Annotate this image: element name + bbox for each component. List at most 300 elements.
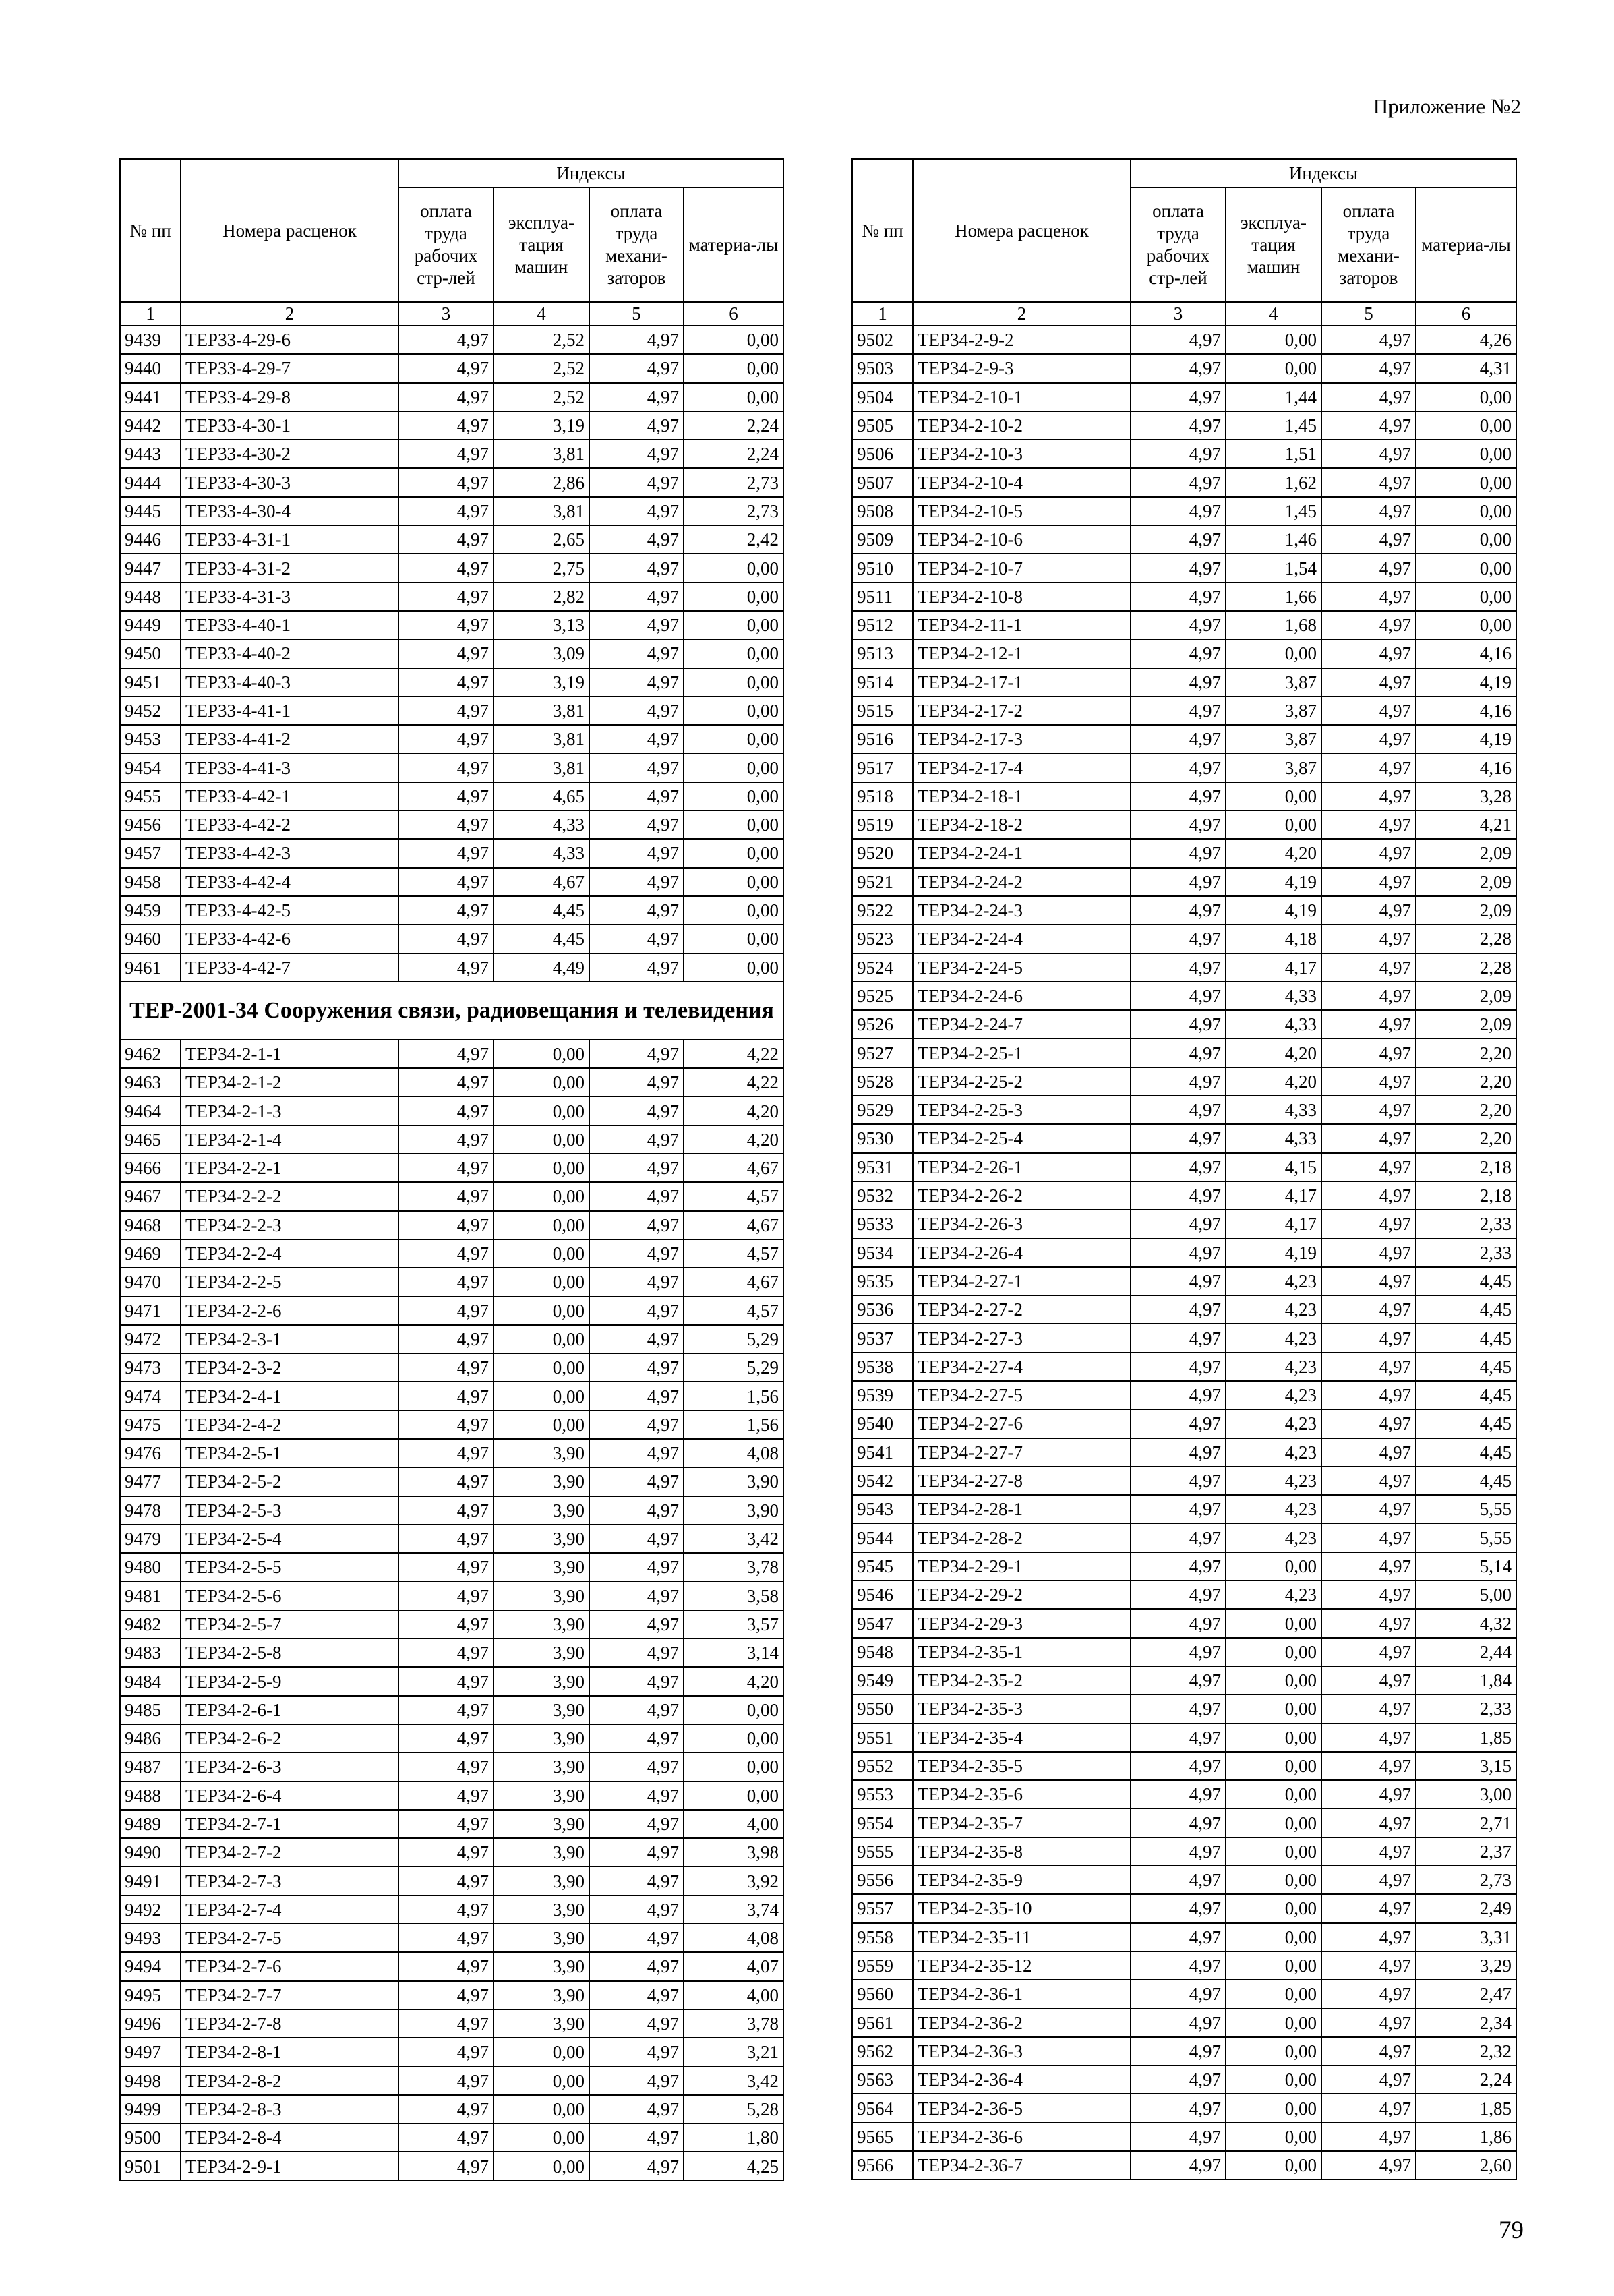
row-number: 9526 xyxy=(852,1010,913,1038)
labor-index: 4,97 xyxy=(1131,468,1226,496)
rate-code: ТЕР34-2-27-3 xyxy=(913,1324,1131,1352)
rate-code: ТЕР34-2-2-6 xyxy=(181,1297,398,1325)
materials-index: 4,20 xyxy=(684,1125,783,1154)
mech-labor-index: 4,97 xyxy=(589,1696,684,1724)
materials-index: 0,00 xyxy=(1416,497,1516,525)
mech-labor-index: 4,97 xyxy=(589,2095,684,2123)
row-number: 9445 xyxy=(120,497,181,525)
mech-labor-index: 4,97 xyxy=(589,525,684,554)
rate-code: ТЕР34-2-10-4 xyxy=(913,468,1131,496)
materials-index: 3,15 xyxy=(1416,1752,1516,1780)
labor-index: 4,97 xyxy=(1131,497,1226,525)
table-row xyxy=(852,1267,1516,1295)
materials-index: 3,42 xyxy=(684,2067,783,2095)
row-number: 9469 xyxy=(120,1239,181,1268)
materials-index: 0,00 xyxy=(684,1724,783,1753)
rate-code: ТЕР34-2-17-3 xyxy=(913,725,1131,753)
table-row xyxy=(120,611,783,639)
labor-index: 4,97 xyxy=(398,497,494,525)
rate-code: ТЕР33-4-30-1 xyxy=(181,411,398,440)
col-mech-labor-header: оплата труда механи-заторов xyxy=(589,187,684,302)
table-row xyxy=(120,2067,783,2095)
row-number: 9512 xyxy=(852,611,913,639)
table-row xyxy=(852,1467,1516,1495)
rate-code: ТЕР33-4-29-8 xyxy=(181,383,398,411)
materials-index: 4,45 xyxy=(1416,1438,1516,1467)
mech-labor-index: 4,97 xyxy=(1321,1038,1416,1067)
rate-code: ТЕР34-2-17-1 xyxy=(913,668,1131,697)
materials-index: 4,16 xyxy=(1416,697,1516,725)
mech-labor-index: 4,97 xyxy=(589,1325,684,1353)
row-number: 9537 xyxy=(852,1324,913,1352)
labor-index: 4,97 xyxy=(1131,2151,1226,2179)
labor-index: 4,97 xyxy=(1131,2123,1226,2151)
materials-index: 2,18 xyxy=(1416,1181,1516,1210)
row-number: 9520 xyxy=(852,839,913,867)
row-number: 9456 xyxy=(120,811,181,839)
rate-code: ТЕР34-2-24-5 xyxy=(913,953,1131,982)
materials-index: 4,22 xyxy=(684,1040,783,1068)
labor-index: 4,97 xyxy=(1131,839,1226,867)
table-row xyxy=(852,1181,1516,1210)
mech-labor-index: 4,97 xyxy=(1321,497,1416,525)
materials-index: 2,33 xyxy=(1416,1210,1516,1238)
row-number: 9489 xyxy=(120,1810,181,1838)
materials-index: 0,00 xyxy=(684,554,783,582)
mech-labor-index: 4,97 xyxy=(589,583,684,611)
row-number: 9561 xyxy=(852,2009,913,2037)
labor-index: 4,97 xyxy=(1131,1124,1226,1152)
table-row xyxy=(120,1981,783,2009)
rate-code: ТЕР34-2-27-2 xyxy=(913,1295,1131,1324)
machines-index: 3,90 xyxy=(494,1782,589,1810)
machines-index: 4,17 xyxy=(1226,1181,1321,1210)
machines-index: 0,00 xyxy=(494,2038,589,2066)
labor-index: 4,97 xyxy=(1131,1438,1226,1467)
materials-index: 0,00 xyxy=(1416,411,1516,440)
row-number: 9524 xyxy=(852,953,913,982)
mech-labor-index: 4,97 xyxy=(1321,753,1416,782)
machines-index: 4,23 xyxy=(1226,1295,1321,1324)
labor-index: 4,97 xyxy=(1131,411,1226,440)
labor-index: 4,97 xyxy=(398,1496,494,1525)
mech-labor-index: 4,97 xyxy=(1321,1695,1416,1723)
rate-code: ТЕР34-2-25-2 xyxy=(913,1067,1131,1096)
materials-index: 3,31 xyxy=(1416,1923,1516,1951)
row-number: 9558 xyxy=(852,1923,913,1951)
row-number: 9543 xyxy=(852,1495,913,1523)
machines-index: 0,00 xyxy=(1226,326,1321,354)
machines-index: 0,00 xyxy=(494,1211,589,1239)
table-row xyxy=(852,411,1516,440)
rate-code: ТЕР34-2-7-5 xyxy=(181,1924,398,1952)
machines-index: 0,00 xyxy=(1226,1837,1321,1866)
materials-index: 2,73 xyxy=(684,468,783,496)
col-number: 6 xyxy=(684,302,783,326)
machines-index: 4,49 xyxy=(494,953,589,982)
table-row xyxy=(852,1096,1516,1124)
materials-index: 4,20 xyxy=(684,1096,783,1125)
machines-index: 3,87 xyxy=(1226,725,1321,753)
row-number: 9540 xyxy=(852,1409,913,1438)
machines-index: 3,90 xyxy=(494,2009,589,2038)
materials-index: 4,57 xyxy=(684,1297,783,1325)
labor-index: 4,97 xyxy=(1131,1353,1226,1381)
rate-code: ТЕР34-2-2-2 xyxy=(181,1182,398,1210)
machines-index: 0,00 xyxy=(494,2152,589,2180)
machines-index: 0,00 xyxy=(494,2067,589,2095)
table-row xyxy=(852,1752,1516,1780)
labor-index: 4,97 xyxy=(1131,1724,1226,1752)
rate-code: ТЕР34-2-10-2 xyxy=(913,411,1131,440)
mech-labor-index: 4,97 xyxy=(589,811,684,839)
rate-code: ТЕР34-2-5-5 xyxy=(181,1553,398,1581)
labor-index: 4,97 xyxy=(398,1667,494,1695)
materials-index: 4,57 xyxy=(684,1182,783,1210)
mech-labor-index: 4,97 xyxy=(1321,583,1416,611)
mech-labor-index: 4,97 xyxy=(1321,2009,1416,2037)
machines-index: 3,19 xyxy=(494,668,589,697)
labor-index: 4,97 xyxy=(1131,1552,1226,1581)
mech-labor-index: 4,97 xyxy=(1321,2065,1416,2094)
table-row xyxy=(120,868,783,896)
row-number: 9534 xyxy=(852,1239,913,1267)
row-number: 9555 xyxy=(852,1837,913,1866)
row-number: 9459 xyxy=(120,896,181,924)
machines-index: 4,45 xyxy=(494,896,589,924)
table-row xyxy=(120,782,783,811)
labor-index: 4,97 xyxy=(1131,1495,1226,1523)
labor-index: 4,97 xyxy=(1131,1523,1226,1552)
mech-labor-index: 4,97 xyxy=(1321,411,1416,440)
mech-labor-index: 4,97 xyxy=(589,1068,684,1096)
rate-code: ТЕР34-2-5-3 xyxy=(181,1496,398,1525)
machines-index: 4,19 xyxy=(1226,868,1321,896)
mech-labor-index: 4,97 xyxy=(1321,924,1416,953)
machines-index: 4,65 xyxy=(494,782,589,811)
labor-index: 4,97 xyxy=(1131,611,1226,639)
materials-index: 3,58 xyxy=(684,1581,783,1610)
mech-labor-index: 4,97 xyxy=(589,440,684,468)
row-number: 9563 xyxy=(852,2065,913,2094)
table-row xyxy=(852,611,1516,639)
materials-index: 2,09 xyxy=(1416,982,1516,1010)
rate-code: ТЕР33-4-31-1 xyxy=(181,525,398,554)
machines-index: 4,23 xyxy=(1226,1438,1321,1467)
rate-code: ТЕР34-2-27-6 xyxy=(913,1409,1131,1438)
rate-code: ТЕР34-2-7-3 xyxy=(181,1866,398,1895)
machines-index: 0,00 xyxy=(1226,2009,1321,2037)
row-number: 9550 xyxy=(852,1695,913,1723)
labor-index: 4,97 xyxy=(398,1639,494,1667)
rate-code: ТЕР34-2-10-7 xyxy=(913,554,1131,582)
table-row xyxy=(120,1096,783,1125)
labor-index: 4,97 xyxy=(1131,326,1226,354)
labor-index: 4,97 xyxy=(1131,1239,1226,1267)
table-row xyxy=(120,725,783,753)
mech-labor-index: 4,97 xyxy=(589,2009,684,2038)
materials-index: 4,20 xyxy=(684,1667,783,1695)
row-number: 9501 xyxy=(120,2152,181,2180)
row-number: 9560 xyxy=(852,1980,913,2008)
mech-labor-index: 4,97 xyxy=(589,326,684,354)
col-number: 4 xyxy=(1226,302,1321,326)
labor-index: 4,97 xyxy=(398,1411,494,1439)
materials-index: 0,00 xyxy=(1416,554,1516,582)
materials-index: 5,28 xyxy=(684,2095,783,2123)
mech-labor-index: 4,97 xyxy=(589,411,684,440)
table-row xyxy=(120,1581,783,1610)
labor-index: 4,97 xyxy=(398,2038,494,2066)
labor-index: 4,97 xyxy=(1131,1980,1226,2008)
left-index-table xyxy=(119,158,784,2181)
rate-code: ТЕР34-2-26-3 xyxy=(913,1210,1131,1238)
row-number: 9535 xyxy=(852,1267,913,1295)
row-number: 9460 xyxy=(120,924,181,953)
materials-index: 4,57 xyxy=(684,1239,783,1268)
mech-labor-index: 4,97 xyxy=(1321,1552,1416,1581)
mech-labor-index: 4,97 xyxy=(1321,440,1416,468)
materials-index: 0,00 xyxy=(1416,440,1516,468)
materials-index: 0,00 xyxy=(684,1696,783,1724)
row-number: 9473 xyxy=(120,1353,181,1382)
table-row xyxy=(120,1467,783,1496)
table-row xyxy=(120,554,783,582)
rate-code: ТЕР34-2-7-4 xyxy=(181,1895,398,1924)
materials-index: 2,42 xyxy=(684,525,783,554)
rate-code: ТЕР34-2-35-11 xyxy=(913,1923,1131,1951)
machines-index: 0,00 xyxy=(494,1325,589,1353)
materials-index: 3,74 xyxy=(684,1895,783,1924)
materials-index: 5,29 xyxy=(684,1353,783,1382)
table-row xyxy=(120,639,783,668)
mech-labor-index: 4,97 xyxy=(589,1810,684,1838)
mech-labor-index: 4,97 xyxy=(589,1553,684,1581)
rate-code: ТЕР33-4-40-3 xyxy=(181,668,398,697)
col-materials-header: материа-лы xyxy=(684,187,783,302)
labor-index: 4,97 xyxy=(398,1581,494,1610)
table-row xyxy=(852,1638,1516,1666)
row-number: 9519 xyxy=(852,811,913,839)
row-number: 9492 xyxy=(120,1895,181,1924)
table-row xyxy=(852,383,1516,411)
machines-index: 0,00 xyxy=(494,1068,589,1096)
labor-index: 4,97 xyxy=(398,1525,494,1553)
materials-index: 4,19 xyxy=(1416,725,1516,753)
mech-labor-index: 4,97 xyxy=(589,2038,684,2066)
materials-index: 2,28 xyxy=(1416,924,1516,953)
rate-code: ТЕР33-4-42-1 xyxy=(181,782,398,811)
table-row xyxy=(852,1866,1516,1894)
rate-code: ТЕР34-2-35-4 xyxy=(913,1724,1131,1752)
machines-index: 4,20 xyxy=(1226,1067,1321,1096)
mech-labor-index: 4,97 xyxy=(589,611,684,639)
rate-code: ТЕР33-4-31-2 xyxy=(181,554,398,582)
machines-index: 3,90 xyxy=(494,1924,589,1952)
materials-index: 0,00 xyxy=(1416,468,1516,496)
materials-index: 0,00 xyxy=(684,697,783,725)
table-row xyxy=(120,1439,783,1467)
machines-index: 4,23 xyxy=(1226,1523,1321,1552)
rate-code: ТЕР34-2-6-4 xyxy=(181,1782,398,1810)
materials-index: 5,55 xyxy=(1416,1495,1516,1523)
materials-index: 0,00 xyxy=(684,583,783,611)
rate-code: ТЕР34-2-2-1 xyxy=(181,1154,398,1182)
machines-index: 1,44 xyxy=(1226,383,1321,411)
row-number: 9532 xyxy=(852,1181,913,1210)
rate-code: ТЕР34-2-2-5 xyxy=(181,1268,398,1296)
row-number: 9463 xyxy=(120,1068,181,1096)
row-number: 9472 xyxy=(120,1325,181,1353)
table-row xyxy=(120,497,783,525)
labor-index: 4,97 xyxy=(1131,1096,1226,1124)
row-number: 9465 xyxy=(120,1125,181,1154)
labor-index: 4,97 xyxy=(1131,1010,1226,1038)
labor-index: 4,97 xyxy=(398,1239,494,1268)
row-number: 9476 xyxy=(120,1439,181,1467)
mech-labor-index: 4,97 xyxy=(589,1581,684,1610)
rate-code: ТЕР34-2-9-3 xyxy=(913,354,1131,382)
labor-index: 4,97 xyxy=(398,1866,494,1895)
materials-index: 2,33 xyxy=(1416,1239,1516,1267)
machines-index: 4,23 xyxy=(1226,1324,1321,1352)
col-labor-header: оплата труда рабочих стр-лей xyxy=(398,187,494,302)
table-row xyxy=(852,1666,1516,1695)
col-codes-header: Номера расценок xyxy=(181,159,398,302)
labor-index: 4,97 xyxy=(398,1382,494,1410)
labor-index: 4,97 xyxy=(398,1610,494,1639)
rate-code: ТЕР33-4-41-2 xyxy=(181,725,398,753)
page-number: 79 xyxy=(1499,2216,1524,2244)
labor-index: 4,97 xyxy=(1131,354,1226,382)
rate-code: ТЕР34-2-8-2 xyxy=(181,2067,398,2095)
labor-index: 4,97 xyxy=(398,753,494,782)
materials-index: 0,00 xyxy=(684,953,783,982)
col-number: 2 xyxy=(913,302,1131,326)
row-number: 9466 xyxy=(120,1154,181,1182)
mech-labor-index: 4,97 xyxy=(589,839,684,867)
machines-index: 4,15 xyxy=(1226,1153,1321,1181)
machines-index: 3,90 xyxy=(494,1467,589,1496)
machines-index: 3,90 xyxy=(494,1639,589,1667)
table-row xyxy=(852,1609,1516,1637)
machines-index: 4,33 xyxy=(1226,1010,1321,1038)
labor-index: 4,97 xyxy=(398,611,494,639)
table-row xyxy=(120,1866,783,1895)
mech-labor-index: 4,97 xyxy=(589,1467,684,1496)
table-row xyxy=(852,1010,1516,1038)
table-row xyxy=(120,839,783,867)
machines-index: 1,62 xyxy=(1226,468,1321,496)
col-codes-header: Номера расценок xyxy=(913,159,1131,302)
rate-code: ТЕР34-2-27-1 xyxy=(913,1267,1131,1295)
indices-header: Индексы xyxy=(1131,159,1516,187)
table-row xyxy=(120,1040,783,1068)
machines-index: 0,00 xyxy=(1226,1752,1321,1780)
materials-index: 2,20 xyxy=(1416,1038,1516,1067)
rate-code: ТЕР34-2-17-4 xyxy=(913,753,1131,782)
rate-code: ТЕР34-2-11-1 xyxy=(913,611,1131,639)
table-row xyxy=(120,1411,783,1439)
table-row xyxy=(120,1667,783,1695)
mech-labor-index: 4,97 xyxy=(1321,1923,1416,1951)
materials-index: 4,45 xyxy=(1416,1295,1516,1324)
machines-index: 3,13 xyxy=(494,611,589,639)
table-row xyxy=(120,1182,783,1210)
machines-index: 3,90 xyxy=(494,1525,589,1553)
table-row xyxy=(852,1210,1516,1238)
materials-index: 4,32 xyxy=(1416,1609,1516,1637)
table-row xyxy=(852,1695,1516,1723)
materials-index: 2,33 xyxy=(1416,1695,1516,1723)
col-number: 3 xyxy=(1131,302,1226,326)
row-number: 9488 xyxy=(120,1782,181,1810)
labor-index: 4,97 xyxy=(1131,753,1226,782)
machines-index: 1,45 xyxy=(1226,411,1321,440)
labor-index: 4,97 xyxy=(1131,2065,1226,2094)
materials-index: 4,19 xyxy=(1416,668,1516,697)
row-number: 9441 xyxy=(120,383,181,411)
rate-code: ТЕР34-2-28-2 xyxy=(913,1523,1131,1552)
mech-labor-index: 4,97 xyxy=(1321,1523,1416,1552)
row-number: 9481 xyxy=(120,1581,181,1610)
table-row xyxy=(852,1951,1516,1980)
labor-index: 4,97 xyxy=(398,1353,494,1382)
labor-index: 4,97 xyxy=(1131,1666,1226,1695)
rate-code: ТЕР34-2-29-1 xyxy=(913,1552,1131,1581)
row-number: 9509 xyxy=(852,525,913,554)
table-row xyxy=(120,924,783,953)
labor-index: 4,97 xyxy=(398,2095,494,2123)
machines-index: 3,90 xyxy=(494,1724,589,1753)
materials-index: 2,49 xyxy=(1416,1894,1516,1922)
table-row xyxy=(852,1894,1516,1922)
labor-index: 4,97 xyxy=(398,1981,494,2009)
table-row xyxy=(852,697,1516,725)
rate-code: ТЕР34-2-6-1 xyxy=(181,1696,398,1724)
row-number: 9514 xyxy=(852,668,913,697)
rate-code: ТЕР34-2-6-2 xyxy=(181,1724,398,1753)
machines-index: 0,00 xyxy=(494,2095,589,2123)
machines-index: 3,90 xyxy=(494,1810,589,1838)
labor-index: 4,97 xyxy=(398,1924,494,1952)
col-number: 3 xyxy=(398,302,494,326)
rate-code: ТЕР34-2-7-1 xyxy=(181,1810,398,1838)
labor-index: 4,97 xyxy=(1131,1695,1226,1723)
row-number: 9518 xyxy=(852,782,913,811)
labor-index: 4,97 xyxy=(398,1182,494,1210)
labor-index: 4,97 xyxy=(398,1724,494,1753)
mech-labor-index: 4,97 xyxy=(589,639,684,668)
rate-code: ТЕР34-2-26-1 xyxy=(913,1153,1131,1181)
rate-code: ТЕР34-2-35-10 xyxy=(913,1894,1131,1922)
table-row xyxy=(852,497,1516,525)
rate-code: ТЕР34-2-8-4 xyxy=(181,2123,398,2152)
rate-code: ТЕР34-2-27-4 xyxy=(913,1353,1131,1381)
row-number: 9493 xyxy=(120,1924,181,1952)
table-row xyxy=(852,583,1516,611)
materials-index: 3,29 xyxy=(1416,1951,1516,1980)
table-row xyxy=(852,1409,1516,1438)
rate-code: ТЕР34-2-7-2 xyxy=(181,1838,398,1866)
machines-index: 4,33 xyxy=(494,811,589,839)
row-number: 9496 xyxy=(120,2009,181,2038)
labor-index: 4,97 xyxy=(398,554,494,582)
row-number: 9523 xyxy=(852,924,913,953)
table-row xyxy=(852,1239,1516,1267)
machines-index: 1,54 xyxy=(1226,554,1321,582)
col-number: 5 xyxy=(589,302,684,326)
